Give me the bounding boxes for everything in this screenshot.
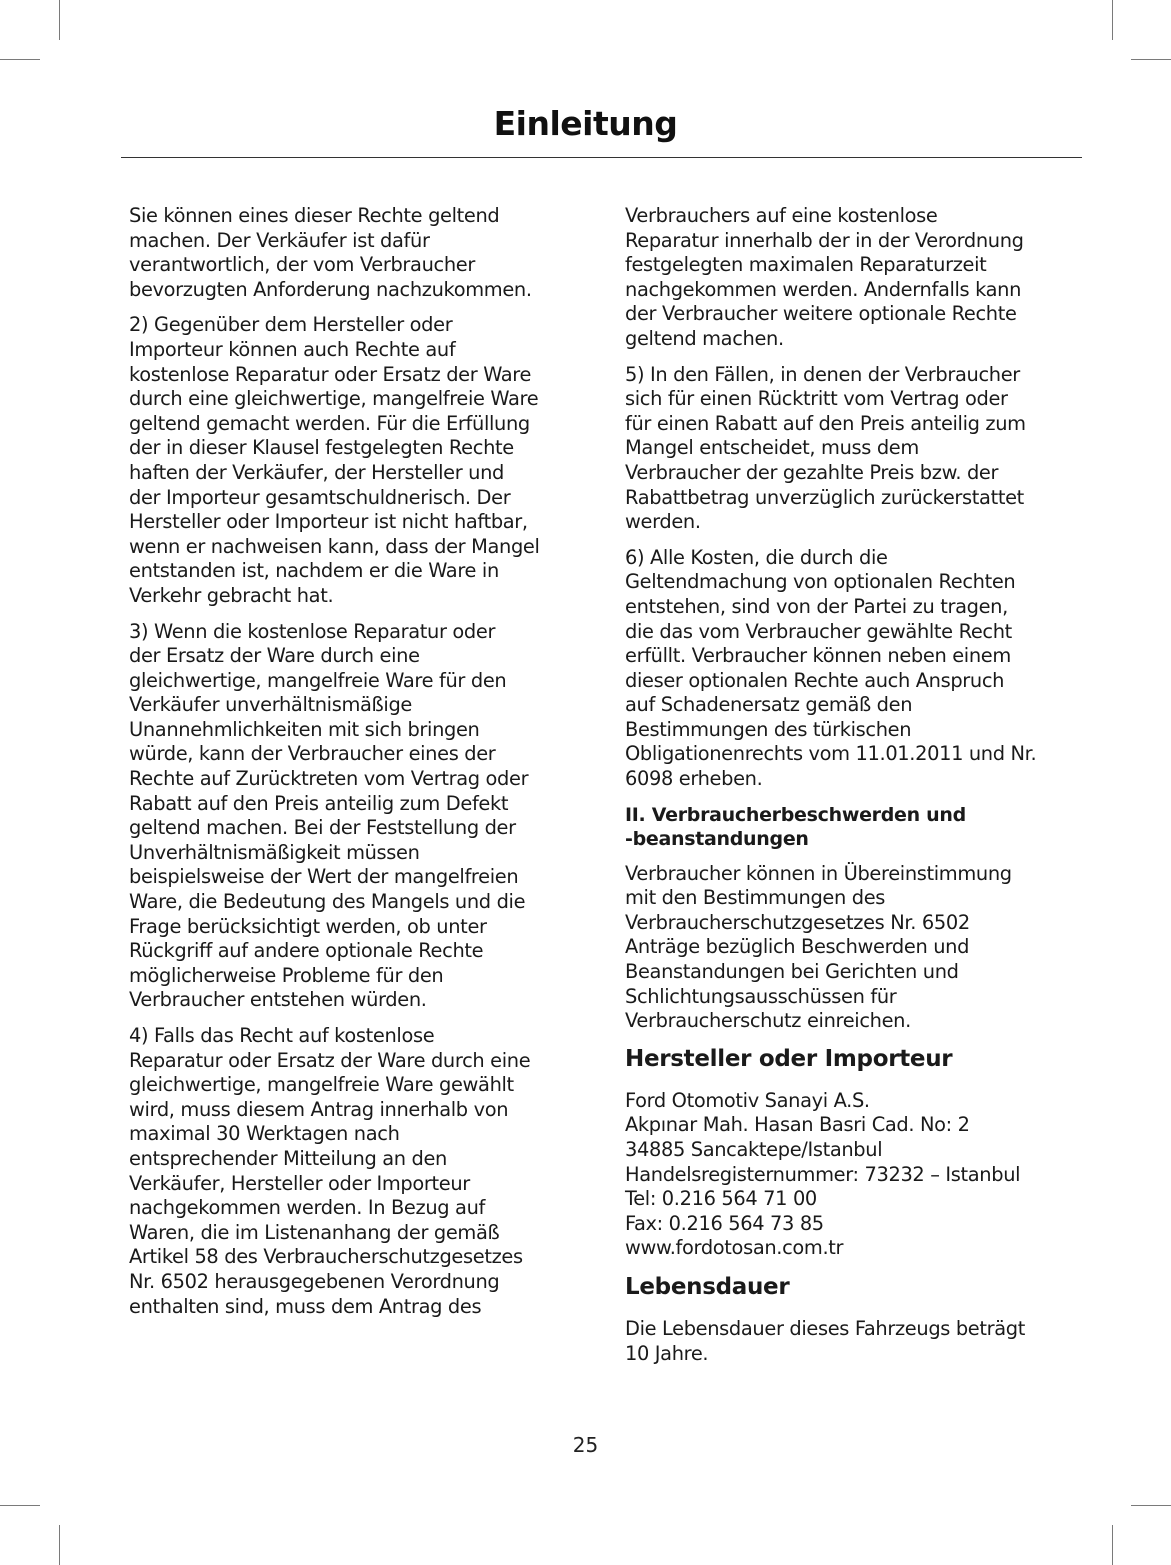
complaints-paragraph: Verbraucher können in Übereinstimmung mit den Bestimmungen des Verbraucherschutzgesetzes Nr. 6502 Anträge bezüglich Beschwerden und Beanstandungen bei Gerichten und Schlichtungsausschüssen für Verbraucherschutz einreichen. [625,861,1012,1033]
paragraph-rights-choice: Sie können eines dieser Rechte geltend machen. Der Verkäufer ist dafür verantwortlich, der vom Verbraucher bevorzugten Anforderung nachzukommen. [129,204,532,301]
left-column [129,204,585,1330]
complaints-heading: II. Verbraucherbeschwerden und -beanstandungen [625,803,966,850]
page-number: 25 [572,1433,599,1457]
paragraph-3-disproportionate: 3) Wenn die kostenlose Reparatur oder der Ersatz der Ware durch eine gleichwertige, mangelfreie Ware für den Verkäufer unverhältnismäßige Unannehmlichkeiten mit sich bringen würde, kann der Verbraucher eines der Rechte auf Zurücktreten vom Vertrag oder Rabatt auf den Preis anteilig zum Defekt geltend machen. Bei der Feststellung der Unverhältnismäßigkeit müssen beispielsweise der Wert der mangelfreien Ware, die Bedeutung des Mangels und die Frage berücksichtigt werden, ob unter Rückgriff auf andere optionale Rechte möglicherweise Probleme für den Verbraucher entstehen würden. [129,619,529,1012]
right-column [625,204,1077,1377]
manufacturer-address [625,1089,1077,1261]
crop-mark-bottom-left-vertical [59,1525,60,1565]
manufacturer-name: Ford Otomotiv Sanayi A.S. [625,1088,870,1112]
crop-mark-top-left-vertical [59,0,60,40]
paragraph-4-repair-deadline: 4) Falls das Recht auf kostenlose Reparatur oder Ersatz der Ware durch eine gleichwertige, mangelfreie Ware gewählt wird, muss diesem Antrag innerhalb von maximal 30 Werktagen nach entsprechender Mitteilung an den Verkäufer, Hersteller oder Importeur nachgekommen werden. In Bezug auf Waren, die im Listenanhang der gemäß Artikel 58 des Verbraucherschutzgesetzes Nr. 6502 herausgegebenen Verordnung enthalten sind, muss dem Antrag des [129,1024,531,1318]
manufacturer-register: Handelsregisternummer: 73232 – Istanbul [625,1162,1021,1186]
page-title: Einleitung [493,104,678,143]
crop-mark-bottom-left-horizontal [0,1505,40,1506]
paragraph-2-manufacturer-rights: 2) Gegenüber dem Hersteller oder Importeur können auch Rechte auf kostenlose Reparatur oder Ersatz der Ware durch eine gleichwertige, mangelfreie Ware geltend gemacht werden. Für die Erfüllung der in dieser Klausel festgelegten Rechte haften der Verkäufer, der Hersteller und der Importeur gesamtschuldnerisch. Der Hersteller oder Importeur ist nicht haftbar, wenn er nachweisen kann, dass der Mangel entstanden ist, nachdem er die Ware in Verkehr gebracht hat. [129,313,540,607]
manufacturer-tel: Tel: 0.216 564 71 00 [625,1187,817,1211]
lifetime-heading: Lebensdauer [625,1273,790,1300]
manufacturer-website: www.fordotosan.com.tr [625,1236,844,1260]
crop-mark-top-right-vertical [1112,0,1113,40]
crop-mark-top-left-horizontal [0,59,40,60]
manufacturer-fax: Fax: 0.216 564 73 85 [625,1211,824,1235]
crop-mark-bottom-right-vertical [1112,1525,1113,1565]
manufacturer-heading: Hersteller oder Importeur [625,1045,953,1072]
paragraph-6-costs: 6) Alle Kosten, die durch die Geltendmachung von optionalen Rechten entstehen, sind von der Partei zu tragen, die das vom Verbraucher gewählte Recht erfüllt. Verbraucher können neben einem dieser optionalen Rechte auch Anspruch auf Schadenersatz gemäß den Bestimmungen des türkischen Obligationenrechts vom 11.01.2011 und Nr. 6098 erheben. [625,545,1037,791]
paragraph-5-refund: 5) In den Fällen, in denen der Verbraucher sich für einen Rücktritt vom Vertrag oder für einen Rabatt auf den Preis anteilig zum Mangel entscheidet, muss dem Verbraucher der gezahlte Preis bzw. der Rabattbetrag unverzüglich zurückerstattet werden. [625,362,1026,534]
manufacturer-street: Akpınar Mah. Hasan Basri Cad. No: 2 [625,1113,970,1137]
crop-mark-top-right-horizontal [1131,59,1171,60]
paragraph-4-continued: Verbrauchers auf eine kostenlose Reparatur innerhalb der in der Verordnung festgelegten maximalen Reparaturzeit nachgekommen werden. Andernfalls kann der Verbraucher weitere optionale Rechte geltend machen. [625,204,1024,350]
crop-mark-bottom-right-horizontal [1131,1505,1171,1506]
manufacturer-city: 34885 Sancaktepe/Istanbul [625,1138,883,1161]
lifetime-paragraph: Die Lebensdauer dieses Fahrzeugs beträgt 10 Jahre. [625,1316,1026,1365]
title-divider [121,157,1082,158]
